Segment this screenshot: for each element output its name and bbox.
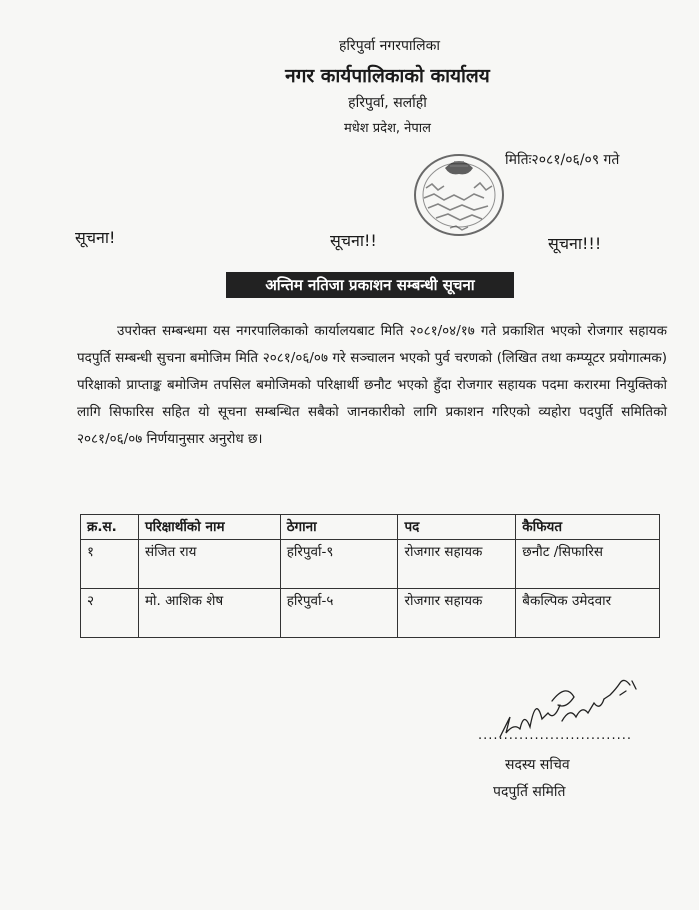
signatory-role: सदस्य सचिव — [505, 757, 570, 773]
cell-serial: २ — [81, 589, 139, 638]
col-position: पद — [398, 515, 516, 540]
results-table — [80, 514, 660, 638]
signature-line: .............................. — [478, 728, 632, 743]
cell-name: संजित राय — [138, 540, 280, 589]
notice-body — [77, 318, 667, 453]
table-row — [81, 589, 660, 638]
cell-serial: १ — [81, 540, 139, 589]
office-location: हरिपुर्वा, सर्लाही — [348, 95, 427, 111]
notice-label-1: सूचना! — [75, 228, 116, 247]
table-row — [81, 540, 660, 589]
cell-address: हरिपुर्वा-९ — [280, 540, 398, 589]
notice-date: मितिः२०८१/०६/०९ गते — [505, 152, 620, 168]
col-serial: क्र.स. — [81, 515, 139, 540]
col-address: ठेगाना — [280, 515, 398, 540]
notice-label-2: सूचना!! — [330, 231, 377, 250]
cell-name: मो. आशिक शेष — [138, 589, 280, 638]
office-province: मधेश प्रदेश, नेपाल — [344, 121, 431, 136]
notice-label-3: सूचना!!! — [548, 234, 602, 253]
office-title: नगर कार्यपालिकाको कार्यालय — [285, 65, 490, 87]
notice-paragraph: उपरोक्त सम्बन्धमा यस नगरपालिकाको कार्यालयबाट मिति २०८१/०४/१७ गते प्रकाशित भएको रोजगार सहायक पदपुर्ति सम्बन्धी सुचना बमोजिम मिति २०८१/०६/०७ गरे सञ्चालन भएको पुर्व चरणको (लिखित तथा कम्प्यूटर प्रयोगात्मक) परिक्षाको प्राप्ताङ्क बमोजिम तपसिल बमोजिमको परिक्षार्थी छनौट भएको हुँदा रोजगार सहायक पदमा करारमा नियुक्तिको लागि सिफारिस सहित यो सूचना सम्बन्धित सबैको जानकारीको लागि प्रकाशन गरिएको व्यहोरा पदपुर्ति समितिको २०८१/०६/०७ निर्णयानुसार अनुरोध छ। — [77, 323, 667, 447]
signatory-committee: पदपुर्ति समिति — [493, 784, 566, 800]
col-candidate-name: परिक्षार्थीको नाम — [138, 515, 280, 540]
col-remarks: कैफियत — [516, 515, 660, 540]
office-seal-stamp — [410, 148, 508, 242]
municipality-name: हरिपुर्वा नगरपालिका — [338, 38, 441, 54]
cell-position: रोजगार सहायक — [398, 540, 516, 589]
cell-remarks: बैकल्पिक उमेदवार — [516, 589, 660, 638]
cell-remarks: छनौट /सिफारिस — [516, 540, 660, 589]
cell-position: रोजगार सहायक — [398, 589, 516, 638]
notice-title-banner: अन्तिम नतिजा प्रकाशन सम्बन्धी सूचना — [226, 272, 514, 298]
table-header-row — [81, 515, 660, 540]
cell-address: हरिपुर्वा-५ — [280, 589, 398, 638]
